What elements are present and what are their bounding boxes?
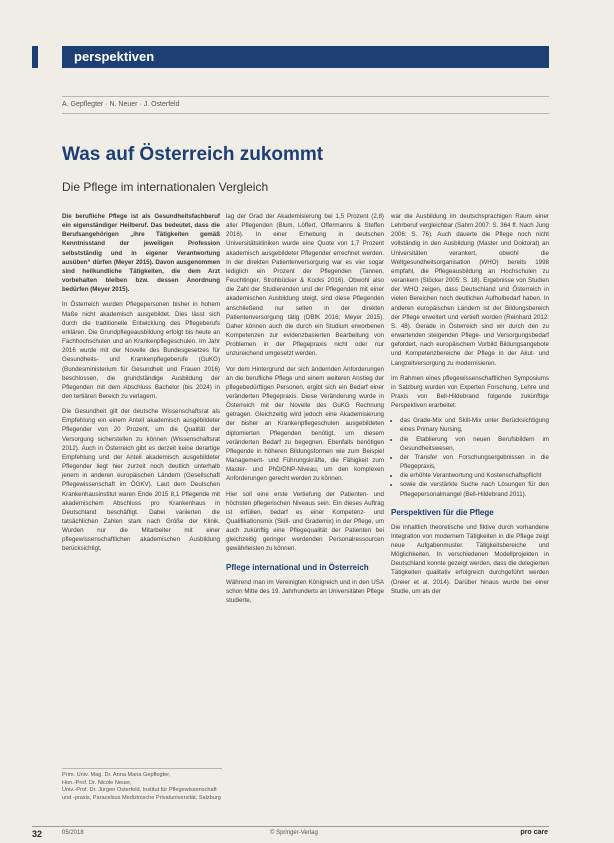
issue-label: 05/2018 (62, 830, 84, 836)
authors-bottom-rule (62, 113, 549, 114)
paragraph: Im Rahmen eines pflegewissenschaftlichen Symposiums in Salzburg wurden von Experten Forschung, Lehre und Praxis von Bell-Hildebrand folgende zukünftige Perspektiven erarbeitet: (391, 374, 549, 410)
paragraph: Die Gesundheit gilt der deutsche Wissenschaftsrat als Empfehlung ein einem Anteil akademisch ausgebildeter Pflegender von 20 Prozent, um die Qualität der Versorgung sicherstellen zu können (Wissenschaftsrat 2012). Auch in Österreich gibt es derzeit keine derartige Empfehlung und der Anteil akademisch ausgebildeter Pflegender liegt hier zurzeit noch deutlich unterhalb jenem in anderen europäischen Ländern (Gesellschaft Pflegewissenschaft im ÖGKV). Laut dem Deutschen Krankenhausinstitut waren Ende 2015 8,1 Pflegende mit akademischem Abschluss pro Krankenhaus in Deutschland beschäftigt. Dabei variierten die tatsächlichen Zahlen stark nach Größe der Klinik. Wurden nur die Mitarbeiter mit einer pflegewissenschaftlichen akademischen Ausbildung berücksichtigt, (62, 408, 220, 553)
journal-name: pro care (520, 829, 548, 836)
paragraph: Vor dem Hintergrund der sich ändernden Anforderungen an die berufliche Pflege und einem weiteren Anstieg der pflegebedürftigen Personen, ergibt sich ein Bedarf einer veränderten Pflegepraxis. Diese Veränderung wurde in Österreich mit der Novelle des GuKG Rechnung getragen. Gleichzeitig wird jedoch eine Akademisierung der bisher an Krankenpflegeschulen ausgebildeten diplomierten Pflegenden benötigt, um diesem veränderten Bedarf zu begegnen. Ebenfalls benötigen Pflegende in höheren Bildungsformen wie zum Beispiel Management- und Führungskräfte, die Fähigkeit zum Master- und PhD/DNP-Niveau, um den komplexen Anforderungen gerecht werden zu können. (226, 365, 384, 483)
author-affiliations (62, 768, 222, 802)
paragraph: war die Ausbildung im deutschsprachigen Raum einer Lehrberuf vergleichbar (Sahm 2007: S. 364 ff. Nach Jung 2006: S. 76). Auch dauerte die Pflege noch nicht vollständig in den Ausbildung (Master und Doktorat) an Universitäten verankert, obwohl die Weltgesundheitsorganisation (WHO) bereits 1998 empfahl, die Pflegeausbildung an Hochschulen zu verankern (Stöcker 2005: S. 18). Ergebnisse von Studien der WHO zeigen, dass Deutschland und Österreich in vielen Bereichen noch deutlichen Aufholbedarf haben. In anderen europäischen Ländern ist der Bildungsbereich der Pflege erweitert und vertieft worden (Reinhard 2012: S. 48). Gerade in Österreich sind wir durch den zu erwartenden steigenden Pflege- und Versorgungsbedarf gefordert, nach europäischem Vorbild Bildungsangebote und Kompetenzbereiche der Pflege in der Akut- und Langzeitversorgung zu modernisieren. (391, 213, 549, 367)
text-column-2 (226, 212, 384, 611)
list-item: • das Grade-Mix und Skill-Mix unter Berücksichtigung eines Primary Nursing, (400, 416, 549, 434)
list-item: • die Etablierung von neuen Berufsbildern im Gesundheitswesen, (400, 435, 549, 453)
text-column-1 (62, 212, 220, 560)
list-item: • die erhöhte Verantwortung und Kostenschaftspflicht (400, 471, 549, 480)
article-subtitle: Die Pflege im internationalen Vergleich (62, 180, 269, 194)
perspectives-list (391, 416, 549, 498)
page-number: 32 (32, 829, 43, 839)
authors-line: A. Gepflegter · N. Neuer · J. Osterfeld (62, 101, 180, 108)
publisher-label: © Springer-Verlag (270, 830, 318, 836)
paragraph: lag der Grad der Akademisierung bei 1,5 Prozent (2,8) aller Pflegenden (Blum, Löffert, Offermanns & Steffen 2016). In einer Erhebung in deutschen Universitätskliniken wurde eine Quote von 1,7 Prozent akademisch ausgebildeter Pflegender errechnet werden. In der direkten Patientenversorgung war es vier sogar lediglich ein Prozent der Pflegenden (Tannen, Feuchtinger, Strohbücker & Kocks 2016). Obwohl also die Zahl der Studierenden und der Pflegenden mit einer akademischen Ausbildung steigt, sind diese Pflegenden anschließend nur selten in der direkten Patientenversorgung tätig (DBfK 2016; Meyer 2015). Daher können auch die durch ein Studium erworbenen Kompetenzen zur evidenzbasierten Bearbeitung von Problemen in der Pflegepraxis nicht oder nur unzureichend umgesetzt werden. (226, 213, 384, 358)
footer-rule (32, 826, 549, 827)
text-column-3 (391, 212, 549, 602)
list-item: • sowie die verstärkte Suche nach Lösungen für den Pflegepersonalmangel (Bell-Hildebrand 2011). (400, 480, 549, 498)
affiliation-line: Hon.-Prof. Dr. Nicole Neuer, (62, 779, 132, 786)
paragraph: In Österreich wurden Pflegepersonen bisher in hohem Maße nicht akademisch ausgebildet. Dies lässt sich durch die traditionelle Entwicklung des Pflegeberufs erklären. Die Grundpflegeausbildung erfolgt bis heute an Fachhochschulen und an Krankenpflegeschulen. Im Jahr 2016 wurde mit der Novelle des Bundesgesetzes für Gesundheits- und Krankenpflegeberufe (GuKG) (Bundesministerium für Gesundheit und Frauen 2016) beschlossen, die grundständige Ausbildung der Pflegenden mit dem Abschluss Bachelor (bis 2024) in den tertiären Bereich zu verlagern. (62, 301, 220, 400)
list-item: • der Transfer von Forschungsergebnissen in die Pflegepraxis, (400, 453, 549, 471)
paragraph: Hier soll eine erste Vertiefung der Patienten- und höchsten pflegerischen Niveaus sein. Ein dieses Auftrag ist erfüllen, bedarf es einer Kompetenz- und Qualifikationsmix (Skill- und Grademix) in der Pflege, um auch zukünftig eine Pflegequalität der Patienten bei gleichzeitig geringer werdenden Personalressourcen gewährleisten zu können. (226, 490, 384, 553)
section-marker (32, 46, 38, 68)
authors-top-rule (62, 96, 549, 97)
affiliation-line: Prim. Univ. Mag. Dr. Anna Maria Gepflegter, (62, 772, 171, 778)
paragraph: Die inhaltlich theoretische und fiktive durch vorhandene Integration von modernem Tätigkeiten in die Pflege zeigt neue Aufgabenmuster. Tätigkeitsbereiche und Möglichkeiten. In verschiedenen Modellprojekten in Deutschland konnte gezeigt werden, dass die delegierten Tätigkeiten qualitativ erfolgreich durchgeführt werden (Dreier et al. 2014). Darüber hinaus wurde bei einer Studie, um als der (391, 523, 549, 595)
article-title: Was auf Österreich zukommt (62, 144, 324, 165)
paragraph: Während man im Vereinigten Königreich und in den USA schon Mitte des 19. Jahrhunderts an Universitäten Pflege studierte, (226, 578, 384, 604)
affiliation-line: Univ.-Prof. Dr. Jürgen Osterfeld, Institut für Pflegewissenschaft und -praxis, Paracelsus Medizinische Privatuniversität, Salzburg (62, 787, 221, 801)
paragraph: Die berufliche Pflege ist als Gesundheitsfachberuf ein eigenständiger Heilberuf. Das bedeutet, dass die Berufsangehörigen „ihre Tätigkeiten gemäß Kenntnisstand der jeweiligen Profession selbstständig und in eigener Verantwortung ausüben“ dürfen (Meyer 2015). Davon ausgenommen sind heilkundliche Tätigkeiten, die dem Arzt vorbehalten bleiben bzw. dessen Anordnung bedürfen (Meyer 2015). (62, 213, 220, 294)
section-heading: Pflege international und in Österreich (226, 562, 369, 572)
section-heading: Perspektiven für die Pflege (391, 507, 494, 517)
section-header: perspektiven (62, 46, 549, 68)
